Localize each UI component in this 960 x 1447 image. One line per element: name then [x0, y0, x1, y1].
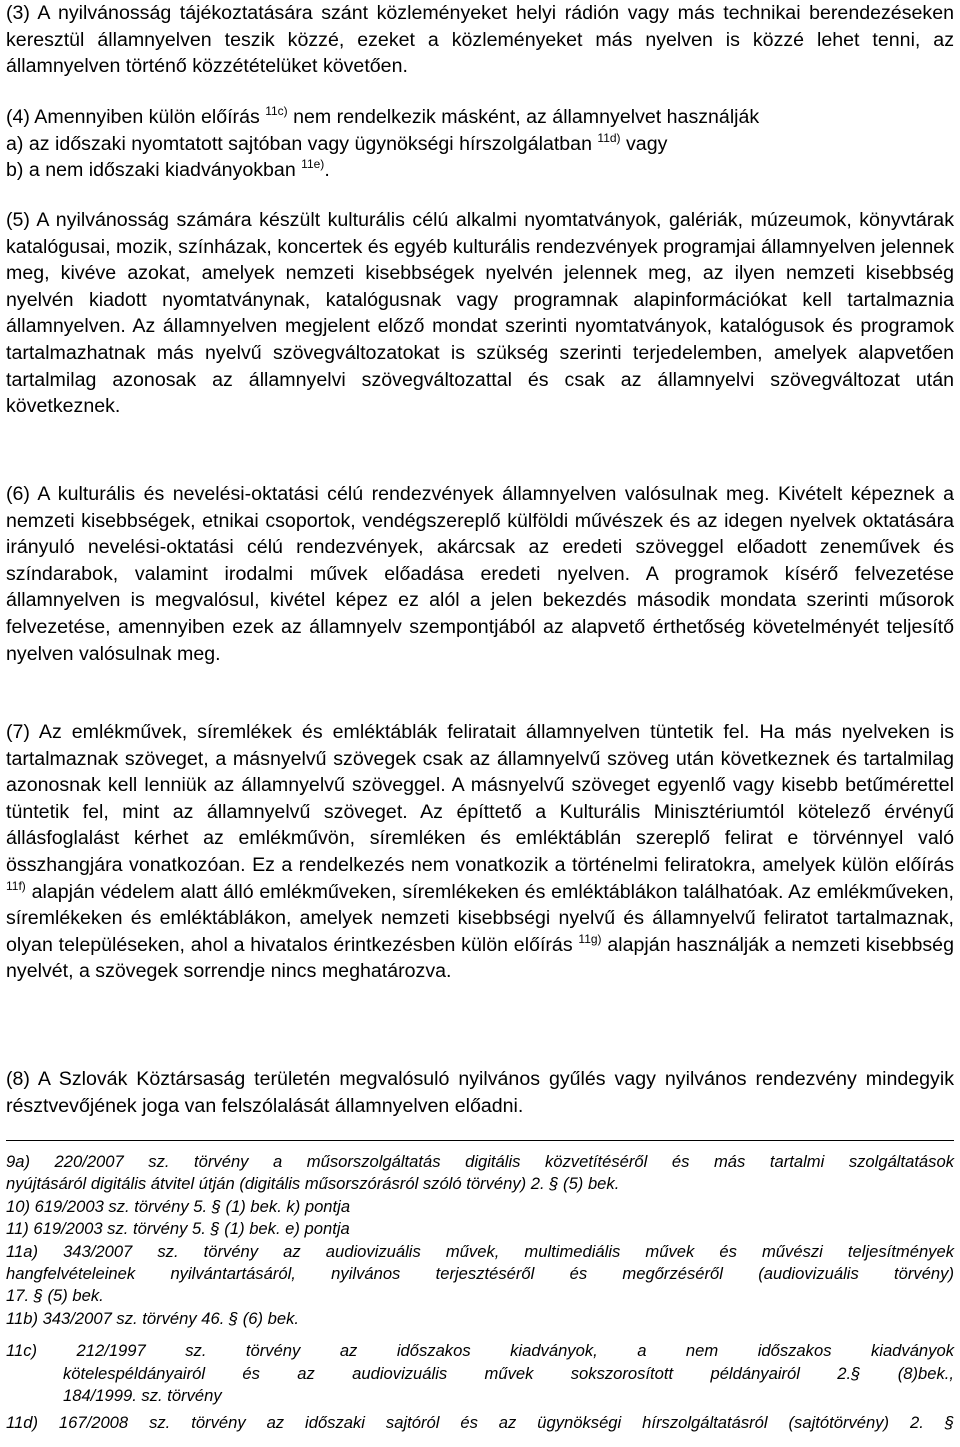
footnote-ref-11d: 11d): [597, 130, 621, 145]
footnote-11b: 11b) 343/2007 sz. törvény 46. § (6) bek.: [6, 1309, 300, 1328]
paragraph-4-line-2: [6, 131, 954, 158]
paragraph-7-text-1: (7) Az emlékművek, síremlékek és emléktáblák feliratait államnyelven tüntetik fel. Ha más nyelveken is tartalmaznak szöveget, a másnyelvű szövegek csak az államnyelvű szöveg után következnek és tartalmilag azonosnak kell lenniük az államnyelvű szöveggel. A másnyelvű szöveget egyenlő vagy kisebb betűmérettel tüntetik fel, mint az államnyelvű szöveget. Az építtető a Kulturális Minisztériumtól kötelező érvényű állásfoglalást kérhet az emlékművön, síremléken és emléktáblán szereplő felirat e törvénnyel való összhangjára vonatkozóan. Ez a rendelkezés nem vonatkozik a történelmi feliratokra, amelyek külön előírás: [6, 721, 954, 876]
paragraph-6: (6) A kulturális és nevelési-oktatási célú rendezvények államnyelven valósulnak meg. Kivételt képeznek a nemzeti kisebbségek, etnikai csoportok, vendégszereplő külföldi művészek és az idegen nyelvek oktatására irányuló nevelési-oktatási célú rendezvények, akárcsak az eredeti szöveggel előadott zeneművek és színdarabok, valamint irodalmi művek előadása eredeti nyelven. A programok kísérő felvezetése államnyelven is megvalósul, kivétel képez ez alól a jelen bekezdés második mondata szerinti műsorok felvezetése, amennyiben ezek az államnyelv szempontjából az alapvető érthetőség követelményét teljesítő nyelven valósulnak meg.: [6, 483, 954, 665]
paragraph-4-line-3-rest: .: [324, 159, 330, 182]
footnote-11d: 11d) 167/2008 sz. törvény az időszaki sajtóról és az ügynökségi hírszolgáltatásról (sajtótörvény) 2. §: [6, 1413, 954, 1432]
paragraph-4-line-2-text: a) az időszaki nyomtatott sajtóban vagy ügynökségi hírszolgálatban: [6, 132, 598, 155]
footnote-11c-line-3: 184/1999. sz. törvény: [63, 1386, 222, 1405]
paragraph-4: [6, 104, 954, 184]
footnote-10: 10) 619/2003 sz. törvény 5. § (1) bek. k) pontja: [6, 1197, 351, 1216]
footnote-ref-11c: 11c): [265, 104, 288, 118]
footnote-ref-11e: 11e): [301, 157, 325, 172]
footnote-9a-line-2: nyújtásáról digitális átvitel útján (digitális műsorszórásról szóló törvény) 2. § (5) bek.: [6, 1174, 620, 1193]
paragraph-4-line-2-rest: vagy: [620, 132, 668, 155]
footnote-11c-line-1: 11c) 212/1997 sz. törvény az időszakos kiadványok, a nem időszakos kiadványok: [6, 1341, 954, 1360]
footnote-separator: [6, 1140, 954, 1141]
footnote-ref-11g: 11g): [578, 931, 602, 946]
footnote-9a-line-1: 9a) 220/2007 sz. törvény a műsorszolgáltatás digitális közvetítéséről és más tartalmi szolgáltatások: [6, 1152, 954, 1171]
paragraph-4-line-3: [6, 157, 954, 184]
paragraph-7-text-3: alapján használják a nemzeti kisebbség nyelvét, a szövegek sorrendje nincs meghatározva.: [6, 933, 954, 983]
footnote-11: 11) 619/2003 sz. törvény 5. § (1) bek. e) pontja: [6, 1219, 350, 1238]
paragraph-3: (3) A nyilvánosság tájékoztatására szánt közleményeket helyi rádión vagy más technikai berendezéseken keresztül államnyelven teszik közzé, ezeket a közleményeket más nyelven is közzé lehet tenni, az államnyelven történő közzétételüket követően.: [6, 2, 954, 78]
footnote-11c-line-2: kötelespéldányairól és az audiovizuális művek sokszorosított példányairól 2.§ (8)bek.,: [63, 1364, 954, 1383]
paragraph-4-line-1: [6, 104, 954, 131]
paragraph-7: [6, 719, 954, 985]
footnote-11a-line-3: 17. § (5) bek.: [6, 1286, 104, 1305]
paragraph-7-text-2: alapján védelem alatt álló emlékműveken, síremlékeken és emléktáblákon találhatóak. Az emlékműveken, síremlékeken és emléktáblákon, amelyek nemzeti kisebbségi nyelvű és államnyelvű feliratot tartalmaznak, olyan településeken, ahol a hivatalos érintkezésben külön előírás: [6, 880, 954, 956]
paragraph-8: (8) A Szlovák Köztársaság területén megvalósuló nyilvános gyűlés vagy nyilvános rendezvény mindegyik résztvevőjének joga van felszólalását államnyelven előadni.: [6, 1068, 954, 1117]
paragraph-4-line-3-text: b) a nem időszaki kiadványokban: [6, 159, 302, 182]
footnote-11a-line-2: hangfelvételeinek nyilvántartásáról, nyilvános terjesztéséről és megőrzéséről (audiovizuális törvény): [6, 1264, 954, 1283]
footnote-ref-11f: 11f): [6, 878, 26, 893]
paragraph-4-line-1-rest: nem rendelkezik másként, az államnyelvet használják: [287, 106, 760, 128]
paragraph-4-line-1-text: (4) Amennyiben külön előírás: [6, 106, 266, 128]
paragraph-5: (5) A nyilvánosság számára készült kulturális célú alkalmi nyomtatványok, galériák, múzeumok, könyvtárak katalógusai, mozik, színházak, koncertek és egyéb kulturális rendezvények programjai államnyelven jelennek meg, kivéve azokat, amelyek nemzeti kisebbségek nyelvén jelennek meg, az ilyen nemzeti kisebbség nyelvén kiadott nyomtatványnak, katalógusnak vagy programnak alapinformációkat kell tartalmaznia államnyelven. Az államnyelven megjelent előző mondat szerinti nyomtatványok, katalógusok és programok tartalmazhatnak más nyelvű szövegváltozatokat is szükség szerinti terjedelemben, amelyek alapvetően tartalmilag azonosak az államnyelvi szövegváltozattal és csak az államnyelvi szövegváltozat után következnek.: [6, 209, 954, 418]
footnote-11a-line-1: 11a) 343/2007 sz. törvény az audiovizuális művek, multimediális művek és művészi teljesítmények: [6, 1242, 954, 1261]
